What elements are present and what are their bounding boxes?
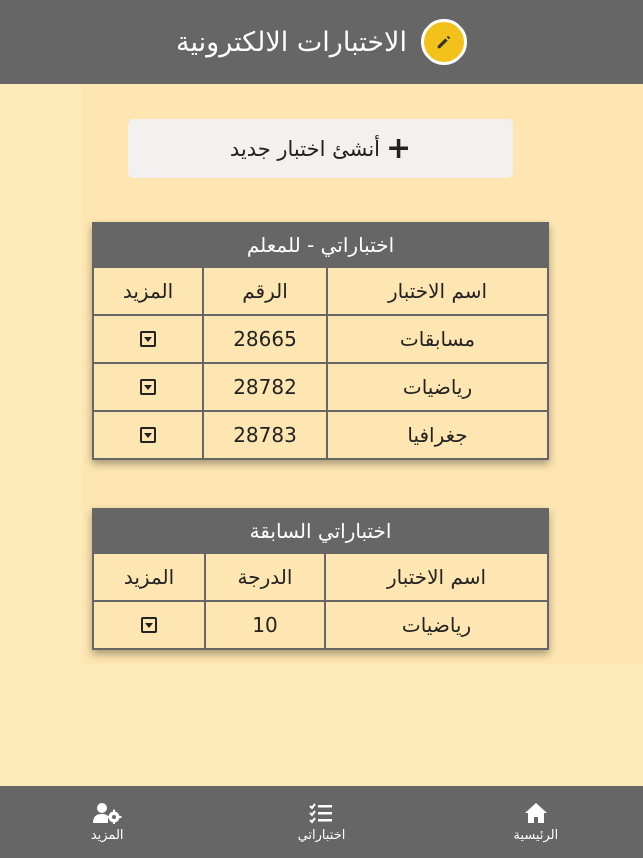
pencil-icon [421, 19, 467, 65]
user-gear-icon [92, 802, 122, 824]
test-name[interactable]: جغرافيا [328, 412, 547, 458]
plus-icon: + [386, 130, 412, 166]
table-row[interactable] [94, 362, 547, 410]
table-row[interactable] [94, 410, 547, 458]
previous-tests-caption: اختباراتي السابقة [92, 508, 549, 554]
column-header-name: اسم الاختبار [328, 268, 547, 314]
nav-label-my-tests: اختباراتي [297, 827, 346, 843]
app-header [0, 0, 643, 84]
test-number: 28665 [204, 316, 328, 362]
dropdown-icon[interactable] [140, 331, 156, 347]
test-grade: 10 [206, 602, 326, 648]
column-header-more: المزيد [94, 268, 204, 314]
column-header-number: الرقم [204, 268, 328, 314]
dropdown-icon[interactable] [140, 427, 156, 443]
table-row[interactable] [94, 314, 547, 362]
create-test-button[interactable] [128, 119, 513, 178]
test-number: 28783 [204, 412, 328, 458]
nav-item-home[interactable] [429, 786, 643, 858]
column-header-more: المزيد [94, 554, 206, 600]
table-header-row [94, 268, 547, 314]
table-row[interactable] [94, 600, 547, 648]
teacher-tests-table [92, 222, 549, 460]
bottom-nav [0, 786, 643, 858]
nav-item-more[interactable] [0, 786, 214, 858]
page-title: الاختبارات الالكترونية [176, 26, 407, 58]
nav-label-home: الرئيسية [513, 827, 559, 843]
nav-label-more: المزيد [90, 827, 124, 843]
column-header-name: اسم الاختبار [326, 554, 547, 600]
previous-tests-table [92, 508, 549, 650]
dropdown-icon[interactable] [141, 617, 157, 633]
column-header-grade: الدرجة [206, 554, 326, 600]
table-header-row [94, 554, 547, 600]
teacher-tests-caption: اختباراتي - للمعلم [92, 222, 549, 268]
dropdown-icon[interactable] [140, 379, 156, 395]
nav-item-my-tests[interactable] [214, 786, 428, 858]
test-name[interactable]: رياضيات [328, 364, 547, 410]
home-icon [524, 802, 548, 824]
checklist-icon [309, 802, 333, 824]
create-test-label: أنشئ اختبار جديد [229, 136, 381, 161]
test-number: 28782 [204, 364, 328, 410]
test-name[interactable]: مسابقات [328, 316, 547, 362]
test-name[interactable]: رياضيات [326, 602, 547, 648]
